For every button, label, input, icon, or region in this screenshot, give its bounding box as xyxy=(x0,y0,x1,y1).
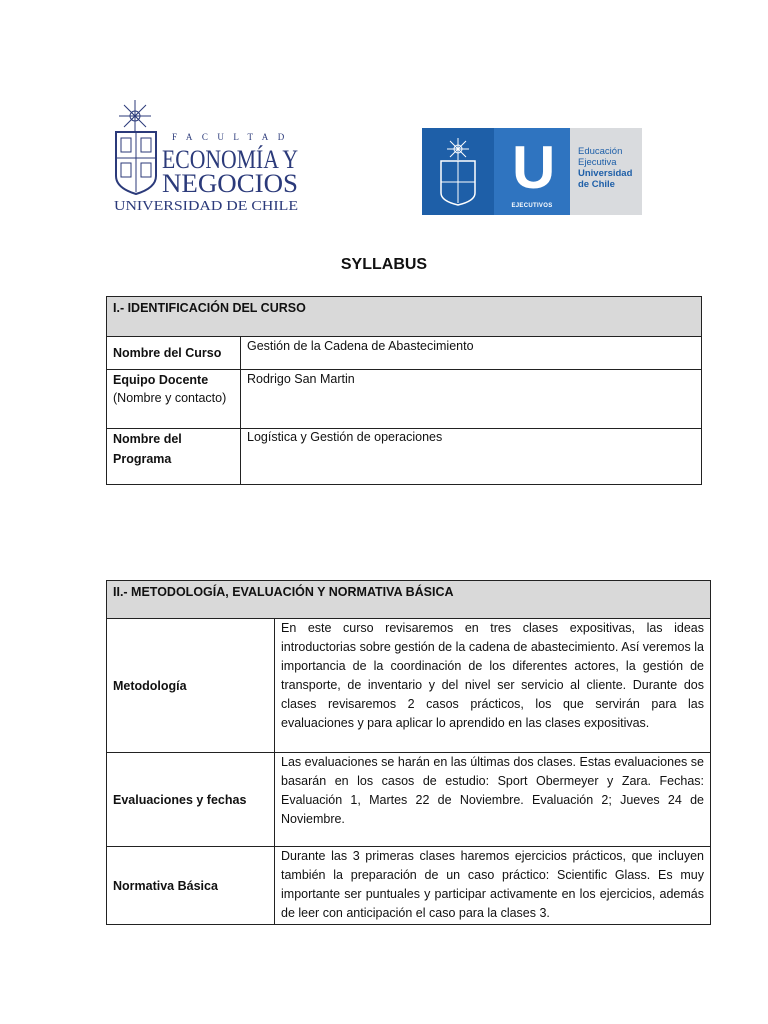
evaluations-label: Evaluaciones y fechas xyxy=(107,753,275,847)
basic-rules-value: Durante las 3 primeras clases haremos ejercicios prácticos, que incluyen también la preparación de un caso práctico: Scientific Glass. Es muy importante ser puntuales y participar activamente en los ejercicios, además de leer con anticipación el caso para la clases 3. xyxy=(275,847,711,925)
logo-facultad-text: FACULTAD xyxy=(172,132,294,142)
table-row xyxy=(107,337,702,370)
logo-text-1: Educación xyxy=(578,146,623,157)
logo-universidad-text: UNIVERSIDAD DE CHILE xyxy=(114,198,298,213)
program-name-value: Logística y Gestión de operaciones xyxy=(241,429,702,485)
teaching-team-label: Equipo Docente xyxy=(113,373,209,387)
teaching-team-value: Rodrigo San Martin xyxy=(241,370,702,429)
table-row xyxy=(107,429,702,485)
methodology-label: Metodología xyxy=(107,619,275,753)
logo-text-block xyxy=(570,128,642,215)
u-mark xyxy=(494,128,570,215)
page-title: SYLLABUS xyxy=(340,256,428,273)
section2-header: II.- METODOLOGÍA, EVALUACIÓN Y NORMATIVA BÁSICA xyxy=(107,581,711,619)
university-crest-icon xyxy=(436,137,480,207)
course-name-label: Nombre del Curso xyxy=(107,337,241,370)
methodology-value: En este curso revisaremos en tres clases expositivas, las ideas introductorias sobre gestión de la cadena de abastecimiento. Así veremos la importancia de la coordinación de los diferentes actores, la gestión de transporte, de inventario y del nivel ser servicio al cliente. Durante dos clases revisaremos 2 casos prácticos, los que servirán para las evaluaciones y para aplicar lo aprendido en las clases expositivas. xyxy=(275,619,711,753)
logo-negocios-text: NEGOCIOS xyxy=(162,169,298,198)
faculty-logo xyxy=(110,98,302,216)
table-row xyxy=(107,847,711,925)
basic-rules-label: Normativa Básica xyxy=(107,847,275,925)
program-name-label: Nombre del Programa xyxy=(107,429,241,485)
methodology-table xyxy=(106,580,711,925)
executive-education-logo xyxy=(422,128,642,215)
logo-text-2: Ejecutiva xyxy=(578,157,617,168)
teaching-team-sub: (Nombre y contacto) xyxy=(113,391,227,405)
faculty-crest-icon xyxy=(110,98,302,216)
logo-text-3: Universidad xyxy=(578,168,633,179)
course-name-value: Gestión de la Cadena de Abastecimiento xyxy=(241,337,702,370)
table-row xyxy=(107,370,702,429)
course-identification-table xyxy=(106,296,702,485)
section1-header: I.- IDENTIFICACIÓN DEL CURSO xyxy=(107,297,702,337)
logo-economia-text: ECONOMÍA Y xyxy=(162,145,299,174)
teaching-team-cell xyxy=(107,370,241,429)
table-row xyxy=(107,753,711,847)
logo-text-4: de Chile xyxy=(578,179,615,190)
u-letter: U xyxy=(512,134,556,201)
ejecutivos-label: EJECUTIVOS xyxy=(511,203,553,209)
evaluations-value: Las evaluaciones se harán en las últimas dos clases. Estas evaluaciones se basarán en los casos de estudio: Sport Obermeyer y Zara. Fechas: Evaluación 1, Martes 22 de Noviembre. Evaluación 2; Jueves 24 de Noviembre. xyxy=(275,753,711,847)
university-shield xyxy=(422,128,494,215)
table-row xyxy=(107,619,711,753)
